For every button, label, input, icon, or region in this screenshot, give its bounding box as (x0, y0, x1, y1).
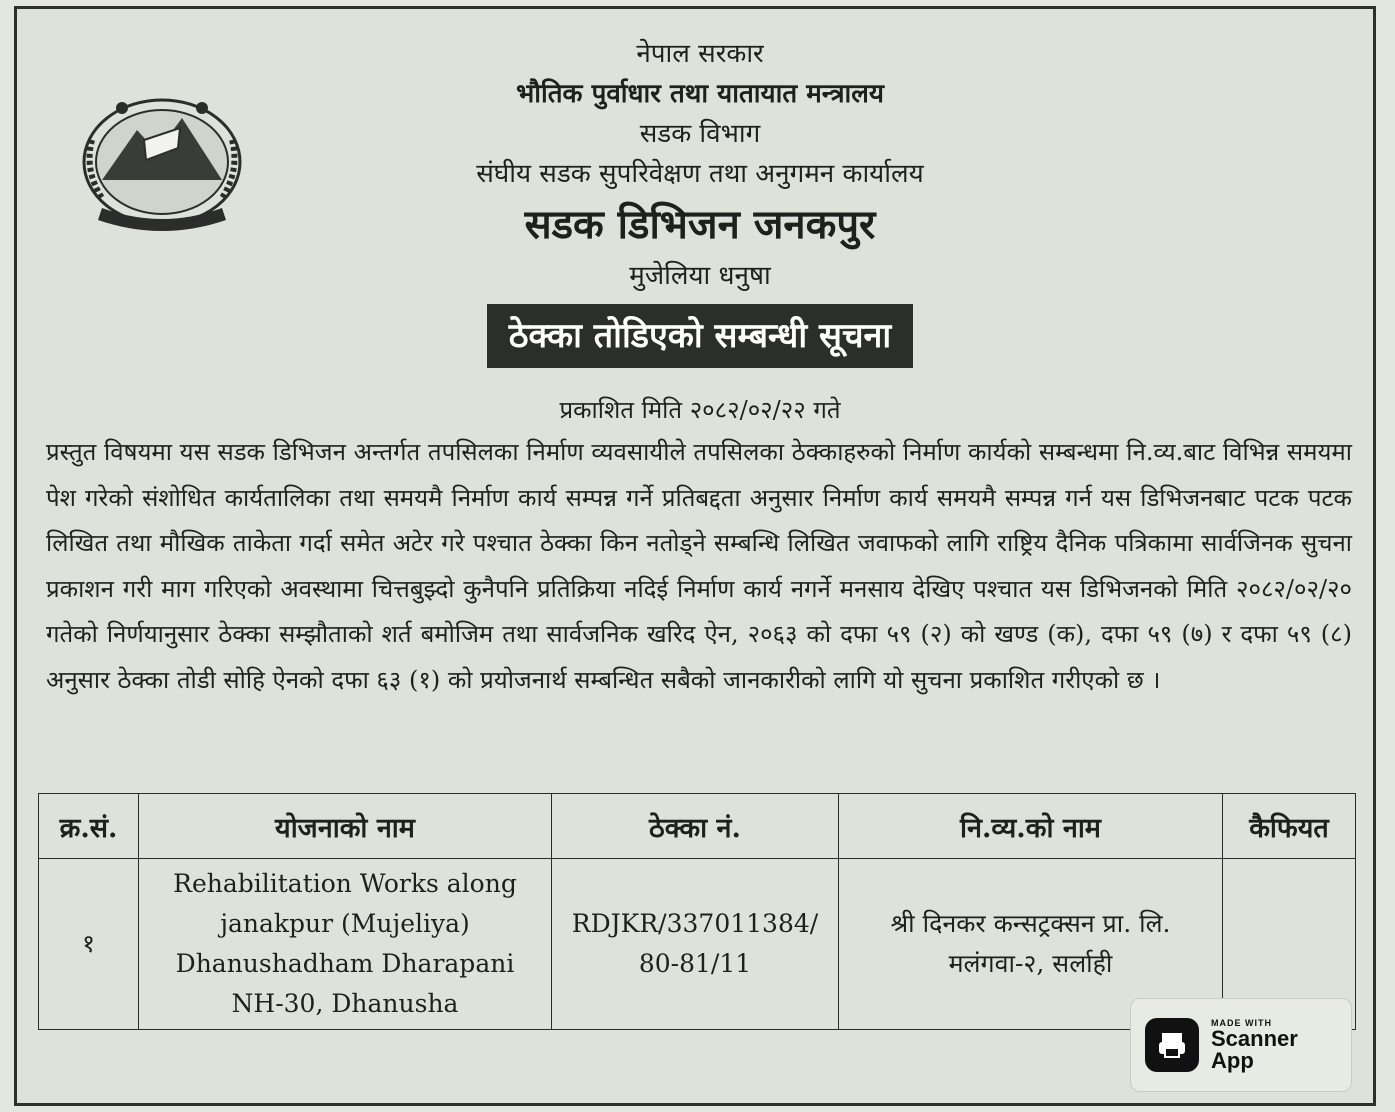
division-location: मुजेलिया धनुषा (629, 261, 771, 291)
watermark-small-text: MADE WITH (1211, 1018, 1272, 1028)
contract-table (38, 793, 1356, 1030)
scanner-app-icon (1145, 1018, 1199, 1072)
project-line: Rehabilitation Works along (173, 869, 517, 898)
project-line: Dhanushadham Dharapani (175, 949, 515, 978)
printer-icon (1157, 1030, 1187, 1060)
project-cell (139, 859, 552, 1030)
col-remarks-header: कैफियत (1223, 794, 1356, 859)
office-name: संघीय सडक सुपरिवेक्षण तथा अनुगमन कार्यालय (476, 159, 924, 189)
division-name: सडक डिभिजन जनकपुर (524, 201, 876, 248)
ministry-name: भौतिक पुर्वाधार तथा यातायात मन्त्रालय (515, 79, 885, 109)
header (300, 34, 1100, 368)
government-name: नेपाल सरकार (636, 39, 764, 69)
published-date: प्रकाशित मिति २०८२/०२/२२ गते (559, 396, 841, 424)
notice-title: ठेक्का तोडिएको सम्बन्धी सूचना (487, 304, 913, 368)
project-line: janakpur (Mujeliya) (220, 909, 470, 938)
col-contract-no-header: ठेक्का नं. (552, 794, 839, 859)
serial-cell: १ (39, 859, 139, 1030)
scanner-app-watermark (1130, 998, 1352, 1092)
contractor-line: श्री दिनकर कन्सट्रक्सन प्रा. लि. (890, 909, 1171, 938)
department-name: सडक विभाग (639, 119, 761, 149)
watermark-line2: App (1211, 1048, 1254, 1073)
contract-no-cell (552, 859, 839, 1030)
col-project-header: योजनाको नाम (139, 794, 552, 859)
contractor-line: मलंगवा-२, सर्लाही (948, 949, 1113, 978)
col-serial-header: क्र.सं. (39, 794, 139, 859)
notice-body: प्रस्तुत विषयमा यस सडक डिभिजन अन्तर्गत तपसिलका निर्माण व्यवसायीले तपसिलका ठेक्काहरुको निर्माण कार्यको सम्बन्धमा नि.व्य.बाट विभिन्न समयमा पेश गरेको संशोधित कार्यतालिका तथा समयमै निर्माण कार्य सम्पन्न गर्ने प्रतिबद्दता अनुसार निर्माण कार्य समयमै सम्पन्न गर्न यस डिभिजनबाट पटक पटक लिखित तथा मौखिक ताकेता गर्दा समेत अटेर गरे पश्चात ठेक्का किन नतोड्ने सम्बन्धि लिखित जवाफको लागि राष्ट्रिय दैनिक पत्रिकामा सार्वजिनक सुचना प्रकाशन गरी माग गरिएको अवस्थामा चित्तबुझ्दो कुनैपनि प्रतिक्रिया नदिई निर्माण कार्य नगर्ने मनसाय देखिए पश्चात यस डिभिजनको मिति २०८२/०२/२० गतेको निर्णयानुसार ठेक्का सम्झौताको शर्त बमोजिम तथा सार्वजनिक खरिद ऐन, २०६३ को दफा ५९ (२) को खण्ड (क), दफा ५९ (७) र दफा ५९ (८) अनुसार ठेक्का तोडी सोहि ऐनको दफा ६३ (१) को प्रयोजनार्थ सम्बन्धित सबैको जानकारीको लागि यो सुचना प्रकाशित गरीएको छ । (46, 438, 1352, 694)
nepal-emblem-icon (62, 80, 262, 240)
contract-line: RDJKR/337011384/ (571, 909, 819, 938)
watermark-line1: Scanner (1211, 1026, 1298, 1051)
project-line: NH-30, Dhanusha (231, 989, 459, 1018)
col-contractor-header: नि.व्य.को नाम (839, 794, 1223, 859)
contract-line: 80-81/11 (638, 949, 752, 978)
table-header-row (39, 794, 1356, 859)
